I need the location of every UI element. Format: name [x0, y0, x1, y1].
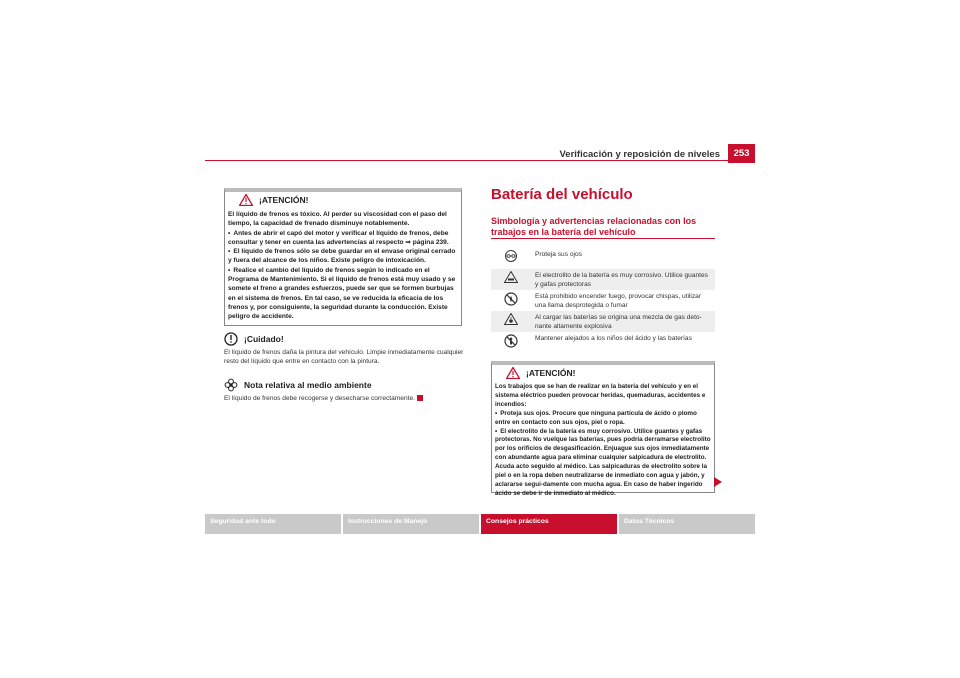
warning-heading — [506, 367, 714, 379]
caution-text: El líquido de frenos daña la pintura del vehículo. Limpie inmediatamente cualquier resto del líquido que entre en contacto con la pintura. — [224, 349, 464, 366]
caution-heading — [224, 332, 464, 346]
symbol-row — [491, 290, 715, 311]
tab-seguridad[interactable]: Seguridad ante todo — [205, 514, 341, 534]
caution-exclamation-icon — [224, 332, 238, 346]
environment-note-heading-text: Nota relativa al medio ambiente — [244, 380, 372, 390]
flower-environment-icon — [224, 378, 238, 392]
environment-note-text: El líquido de frenos debe recogerse y desecharse correctamente. — [224, 395, 415, 402]
environment-note-block — [224, 378, 464, 403]
subsection-rule — [491, 238, 715, 239]
symbol-row — [491, 311, 715, 332]
tab-instrucciones[interactable]: Instrucciones de Manejo — [343, 514, 479, 534]
explosive-icon — [491, 311, 531, 325]
symbol-row — [491, 332, 715, 353]
warning-paragraph: Los trabajos que se han de realizar en la batería del vehículo y en el sistema eléctrico pueden provocar heridas, quemaduras, accidentes e incendios: — [495, 383, 706, 408]
caution-heading-text: ¡Cuidado! — [244, 334, 284, 344]
symbol-row — [491, 269, 715, 290]
section-title: Batería del vehículo — [491, 186, 633, 203]
keep-children-away-icon — [491, 332, 531, 348]
symbol-text: Al cargar las baterías se origina una mezcla de gas deto-nante altamente explosiva — [535, 314, 702, 331]
symbol-text: Está prohibido encender fuego, provocar chispas, utilizar una llama desprotegida o fumar — [535, 293, 702, 310]
warning-bullet: • Realice el cambio del líquido de frenos según lo indicado en el Programa de Mantenimiento. Si el líquido de frenos está muy usado y se somete el freno a grandes esfuerzos, puede ser que se formen burbujas en el sistema de frenos. En tal caso, se ve reducida la eficacia de los frenos y, por consiguiente, la seguridad durante la conducción. Existe peligro de accidente. — [228, 266, 458, 322]
warning-heading-text: ¡ATENCIÓN! — [526, 368, 576, 378]
environment-note-text-line — [224, 394, 464, 403]
warning-bullet: • El líquido de frenos sólo se debe guardar en el envase original cerrado y fuera del alcance de los niños. Existe peligro de intoxicación. — [228, 247, 458, 266]
page-number: 253 — [728, 144, 755, 163]
tab-consejos[interactable]: Consejos prácticos — [481, 514, 617, 534]
warning-heading-text: ¡ATENCIÓN! — [259, 195, 309, 205]
symbol-table — [491, 248, 715, 353]
warning-paragraph: El líquido de frenos es tóxico. Al perder su viscosidad con el paso del tiempo, la capacidad de frenado disminuye notablemente. — [228, 211, 447, 228]
symbol-text: Mantener alejados a los niños del ácido y las baterías — [535, 335, 692, 342]
end-of-section-marker — [417, 395, 423, 401]
symbol-row — [491, 248, 715, 269]
header-rule — [205, 160, 755, 161]
environment-note-heading — [224, 378, 464, 392]
symbol-text: Proteja sus ojos — [535, 251, 582, 258]
continue-arrow-icon — [714, 477, 722, 487]
tab-datos[interactable]: Datos Técnicos — [619, 514, 755, 534]
warning-bullet: • Antes de abrir el capó del motor y verificar el líquido de frenos, debe consultar y tener en cuenta las advertencias al respecto ⇒ página 239. — [228, 229, 458, 248]
no-fire-icon — [491, 290, 531, 306]
warning-triangle-icon — [506, 367, 520, 379]
eye-protection-icon — [491, 248, 531, 262]
brake-fluid-warning-box — [224, 188, 462, 326]
corrosive-icon — [491, 269, 531, 283]
warning-bullet: • El electrolito de la batería es muy corrosivo. Utilice guantes y gafas protectoras. No vuelque las baterías, pues podría derramarse electrolito por los orificios de desgasificación. Enjuague sus ojos inmediatamente con abundante agua para eliminar cualquier salpicadura de electrolito. Acuda acto seguido al médico. Las salpicaduras de electrolito sobre la piel o en la ropa deben neutralizarse de inmediato con agua y jabón, y aclararse segui-damente con mucha agua. En caso de haber ingerido ácido se debe ir de inmediato al médico. — [495, 428, 711, 499]
symbol-text: El electrolito de la batería es muy corrosivo. Utilice guantes y gafas protectoras — [535, 272, 708, 289]
warning-triangle-icon — [239, 194, 253, 206]
battery-warning-box — [491, 361, 715, 497]
caution-block — [224, 332, 464, 367]
subsection-title: Simbología y advertencias relacionadas con los trabajos en la batería del vehículo — [491, 216, 697, 237]
warning-heading — [239, 194, 461, 206]
running-header-title: Verificación y reposición de niveles — [559, 149, 720, 160]
warning-bullet: • Proteja sus ojos. Procure que ninguna partícula de ácido o plomo entre en contacto con sus ojos, piel o ropa. — [495, 410, 711, 428]
